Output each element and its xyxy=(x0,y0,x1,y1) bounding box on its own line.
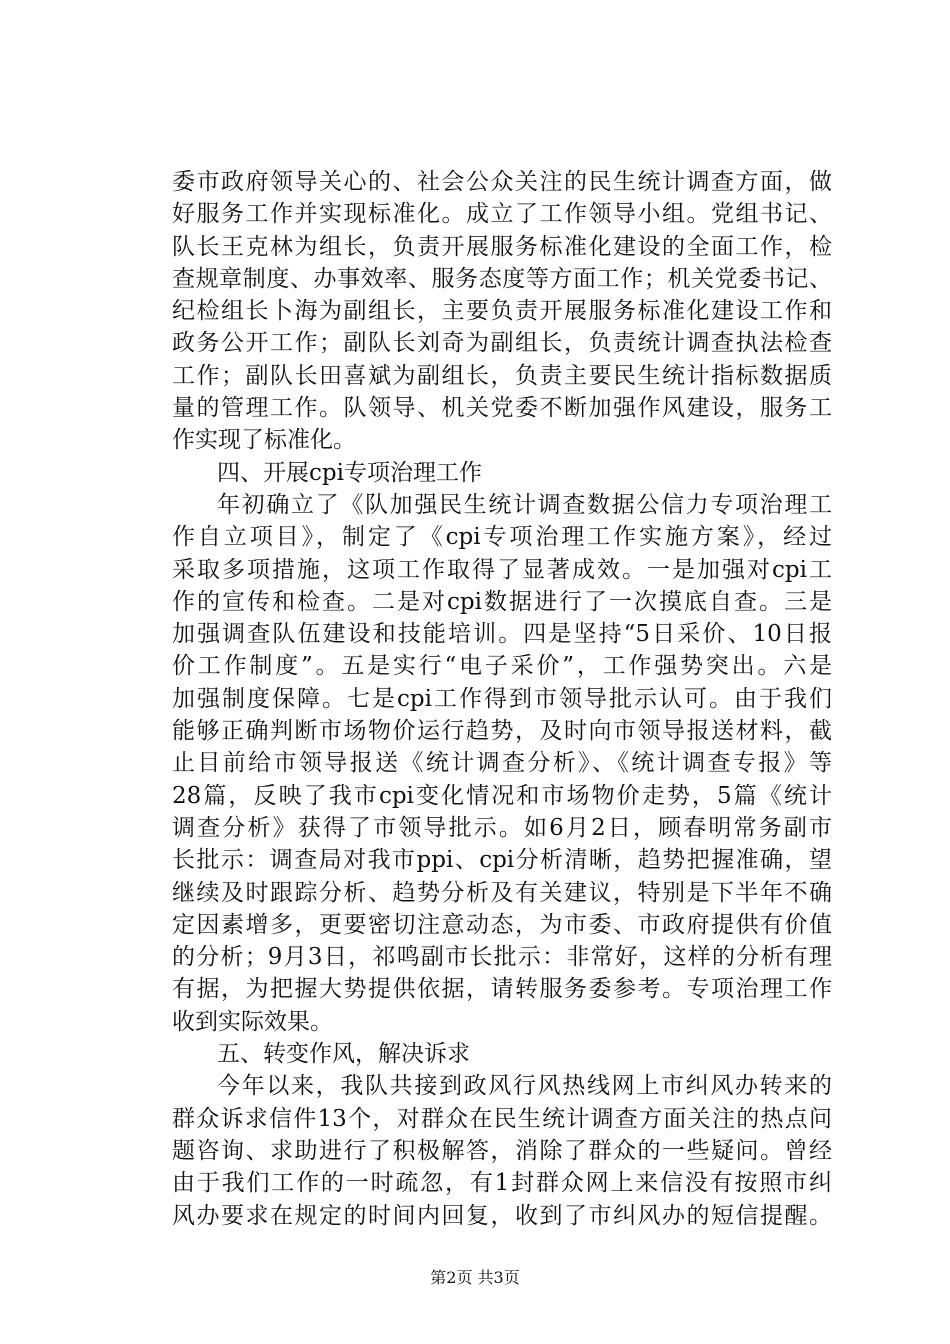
text-line: 队长王克林为组长，负责开展服务标准化建设的全面工作，检 xyxy=(172,233,832,260)
text-line: 有据，为把握大势提供依据，请转服务委参考。专项治理工作 xyxy=(172,976,832,1003)
text-line: 加强调查队伍建设和技能培训。四是坚持“5日采价、10日报 xyxy=(172,621,832,648)
text-line: 作实现了标准化。 xyxy=(172,427,356,454)
text-line: 止目前给市领导报送《统计调查分析》、《统计调查专报》等 xyxy=(172,750,832,777)
text-line: 量的管理工作。队领导、机关党委不断加强作风建设，服务工 xyxy=(172,395,832,422)
text-line: 工作；副队长田喜斌为副组长，负责主要民生统计指标数据质 xyxy=(172,362,832,389)
text-line: 政务公开工作；副队长刘奇为副组长，负责统计调查执法检查 xyxy=(172,330,832,357)
text-line: 群众诉求信件13个，对群众在民生统计调查方面关注的热点问 xyxy=(172,1105,832,1132)
text-line: 委市政府领导关心的、社会公众关注的民生统计调查方面，做 xyxy=(172,169,832,195)
section-heading: 五、转变作风，解决诉求 xyxy=(217,1041,470,1068)
text-line: 采取多项措施，这项工作取得了显著成效。一是加强对cpi工 xyxy=(172,556,832,583)
text-line: 题咨询、求助进行了积极解答，消除了群众的一些疑问。曾经 xyxy=(172,1137,832,1164)
document-body xyxy=(172,166,832,1232)
text-line: 收到实际效果。 xyxy=(172,1008,333,1035)
text-line: 价工作制度”。五是实行“电子采价”，工作强势突出。六是 xyxy=(172,653,832,680)
text-line: 调查分析》获得了市领导批示。如6月2日，顾春明常务副市 xyxy=(172,814,832,841)
text-line: 的分析；9月3日，祁鸣副市长批示：非常好，这样的分析有理 xyxy=(172,944,832,971)
text-line: 纪检组长卜海为副组长，主要负责开展服务标准化建设工作和 xyxy=(172,298,832,325)
text-line: 能够正确判断市场物价运行趋势，及时向市领导报送材料，截 xyxy=(172,718,832,745)
text-line: 风办要求在规定的时间内回复，收到了市纠风办的短信提醒。 xyxy=(172,1202,832,1229)
text-line: 作的宣传和检查。二是对cpi数据进行了一次摸底自查。三是 xyxy=(172,588,832,615)
text-line: 好服务工作并实现标准化。成立了工作领导小组。党组书记、 xyxy=(172,201,832,228)
text-line: 查规章制度、办事效率、服务态度等方面工作；机关党委书记、 xyxy=(172,265,832,292)
text-line: 由于我们工作的一时疏忽，有1封群众网上来信没有按照市纠 xyxy=(172,1170,832,1197)
paragraph-first-line: 年初确立了《队加强民生统计调查数据公信力专项治理工 xyxy=(217,491,832,518)
paragraph-first-line: 今年以来，我队共接到政风行风热线网上市纠风办转来的 xyxy=(217,1073,832,1100)
text-line: 定因素增多，更要密切注意动态，为市委、市政府提供有价值 xyxy=(172,911,832,938)
text-line: 作自立项目》，制定了《cpi专项治理工作实施方案》，经过 xyxy=(172,524,832,551)
text-line: 长批示：调查局对我市ppi、cpi分析清晰，趋势把握准确，望 xyxy=(172,847,832,874)
text-line: 28篇，反映了我市cpi变化情况和市场物价走势，5篇《统计 xyxy=(172,782,832,809)
text-line: 加强制度保障。七是cpi工作得到市领导批示认可。由于我们 xyxy=(172,685,832,712)
text-line: 继续及时跟踪分析、趋势分析及有关建议，特别是下半年不确 xyxy=(172,879,832,906)
page-footer: 第2页 共3页 xyxy=(430,1268,520,1287)
section-heading: 四、开展cpi专项治理工作 xyxy=(217,459,482,486)
